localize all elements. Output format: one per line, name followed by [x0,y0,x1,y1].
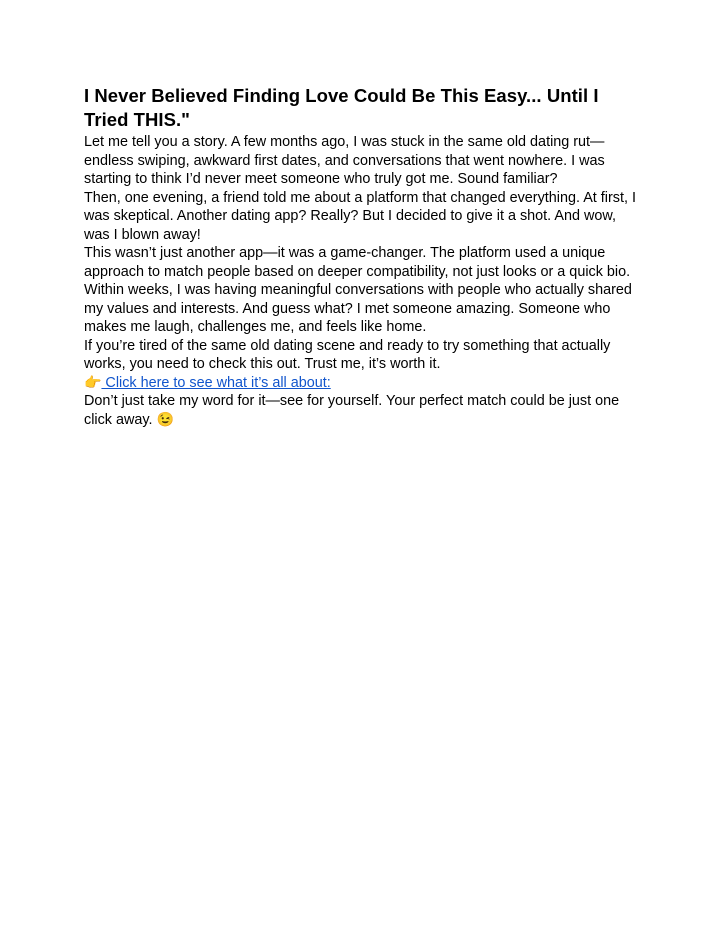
document-body [84,84,636,429]
closing-text: Don’t just take my word for it—see for yourself. Your perfect match could be just one click away. [84,393,620,428]
paragraph-friend: Then, one evening, a friend told me about a platform that changed everything. At first, I was skeptical. Another dating app? Really? But I decided to give it a shot. And wow, was I blown away! [84,189,636,243]
paragraph-call-to-action: If you’re tired of the same old dating scene and ready to try something that actually works, you need to check this out. Trust me, it’s worth it. [84,337,611,372]
page-title: I Never Believed Finding Love Could Be This Easy... Until I Tried THIS." [84,85,599,130]
paragraph-intro: Let me tell you a story. A few months ago, I was stuck in the same old dating rut—endless swiping, awkward first dates, and conversations that went nowhere. I was starting to think I’d never meet someone who truly got me. Sound familiar? [84,134,605,187]
paragraph-game-changer: This wasn’t just another app—it was a game-changer. The platform used a unique approach to match people based on deeper compatibility, not just looks or a quick bio. Within weeks, I was having meaningful conversations with people who actually shared my values and interests. And guess what? I met someone amazing. Someone who makes me laugh, challenges me, and feels like home. [84,245,632,335]
pointing-hand-icon: 👉 [84,373,102,390]
winking-face-icon: 😉 [156,410,174,427]
cta-link[interactable]: Click here to see what it’s all about: [101,374,331,391]
paragraph-closing [84,392,636,429]
cta-line [84,374,636,393]
